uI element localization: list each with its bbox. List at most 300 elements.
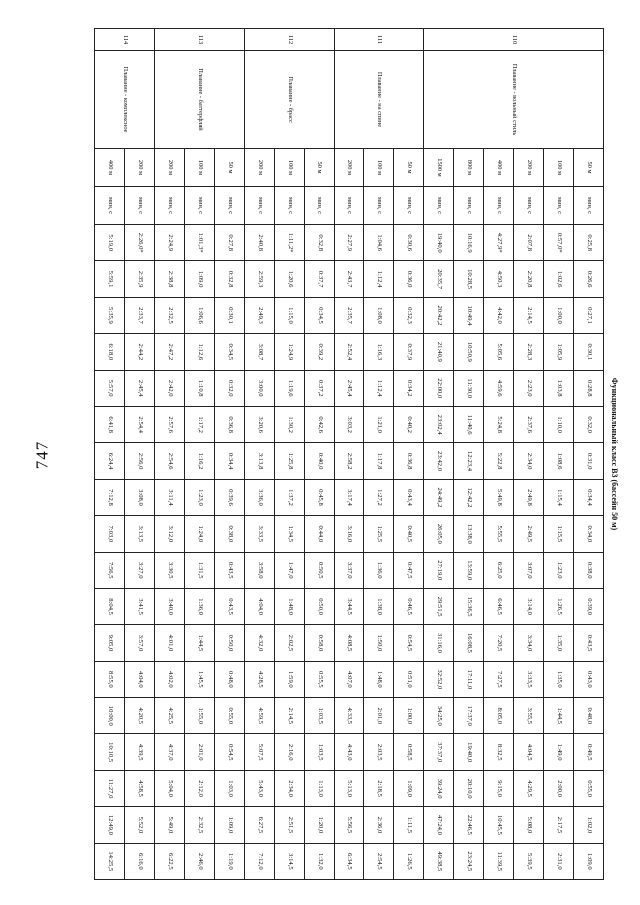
time-cell: 9:15,0	[484, 770, 514, 806]
unit-cell: мин, с	[484, 187, 514, 225]
unit-cell: мин, с	[244, 187, 274, 225]
distance-cell: 50 м	[304, 149, 334, 187]
time-cell: 2:45,4	[334, 370, 364, 406]
unit-cell: мин, с	[364, 187, 394, 225]
time-cell: 5:35,9	[95, 297, 125, 333]
time-cell: 2:32,5	[184, 807, 214, 843]
time-cell: 6:16,0	[125, 843, 155, 879]
time-cell: 5:57,0	[95, 370, 125, 406]
unit-cell: мин, с	[334, 187, 364, 225]
table-row	[304, 29, 334, 880]
distance-cell: 200 м	[154, 149, 184, 187]
time-cell: 1:16,3	[364, 334, 394, 370]
time-cell: 3:30,5	[154, 552, 184, 588]
time-cell: 0:36,8	[214, 406, 244, 442]
time-cell: 2:35,9	[125, 261, 155, 297]
time-cell: 0:48,0	[214, 661, 244, 697]
time-cell: 15:36,5	[454, 588, 484, 624]
time-cell: 0:51,0	[394, 661, 424, 697]
time-cell: 1:25,5	[364, 516, 394, 552]
time-cell: 3:36,0	[244, 479, 274, 515]
time-cell: 3:00,0	[244, 370, 274, 406]
time-cell: 1:20,6	[274, 261, 304, 297]
time-cell: 1:00,0	[544, 297, 574, 333]
time-cell: 5:56,5	[334, 807, 364, 843]
time-cell: 14:25,5	[95, 843, 125, 879]
time-cell: 0:39,6	[214, 479, 244, 515]
distance-cell: 50 м	[394, 149, 424, 187]
time-cell: 0:40,5	[394, 516, 424, 552]
distance-cell: 200 м	[334, 149, 364, 187]
time-cell: 2:12,0	[184, 770, 214, 806]
time-cell: 12:49,0	[95, 807, 125, 843]
time-cell: 1:15,0	[274, 297, 304, 333]
time-cell: 2:49,5	[514, 516, 544, 552]
time-cell: 13:38,0	[454, 516, 484, 552]
time-cell: 0:43,4	[394, 479, 424, 515]
time-cell: 4:04,0	[125, 661, 155, 697]
time-cell: 8:55,0	[95, 661, 125, 697]
unit-cell: мин, с	[154, 187, 184, 225]
time-cell: 1:02,6	[544, 261, 574, 297]
time-cell: 3:58,0	[244, 552, 274, 588]
time-cell: 10:50,9	[454, 334, 484, 370]
distance-cell: 200 м	[125, 149, 155, 187]
time-cell: 2:34,0	[274, 770, 304, 806]
time-cell: 3:55,5	[514, 698, 544, 734]
time-cell: 3:08,0	[125, 479, 155, 515]
time-cell: 39:24,0	[424, 770, 454, 806]
time-cell: 1:36,0	[184, 588, 214, 624]
time-cell: 2:31,0	[544, 843, 574, 879]
time-cell: 16:08,5	[454, 625, 484, 661]
time-cell: 10:49,4	[454, 297, 484, 333]
time-cell: 1:17,2	[184, 406, 214, 442]
time-cell: 1:17,8	[364, 443, 394, 479]
time-cell: 0:43,5	[214, 588, 244, 624]
time-cell: 2:56,0	[125, 443, 155, 479]
time-cell: 3:14,0	[514, 588, 544, 624]
time-cell: 0:45,8	[304, 479, 334, 515]
time-cell: 3:13,5	[125, 516, 155, 552]
time-cell: 2:52,4	[334, 334, 364, 370]
distance-cell: 100 м	[364, 149, 394, 187]
time-cell: 12:23,4	[454, 443, 484, 479]
time-cell: 5:08,0	[514, 807, 544, 843]
unit-cell: мин, с	[424, 187, 454, 225]
time-cell: 5:22,8	[484, 443, 514, 479]
time-cell: 0:28,8	[574, 370, 604, 406]
time-cell: 3:33,5	[244, 516, 274, 552]
time-cell: 1:09,0	[574, 843, 604, 879]
time-cell: 0:47,5	[394, 552, 424, 588]
time-cell: 1:09,0	[394, 770, 424, 806]
time-cell: 3:16,0	[334, 516, 364, 552]
time-cell: 1:24,0	[184, 516, 214, 552]
time-cell: 29:51,5	[424, 588, 454, 624]
time-cell: 4:29,5	[514, 770, 544, 806]
time-cell: 2:47,2	[154, 334, 184, 370]
time-cell: 6:25,0	[484, 552, 514, 588]
time-cell: 0:43,0	[574, 661, 604, 697]
time-cell: 0:44,0	[304, 516, 334, 552]
time-cell: 21:40,9	[424, 334, 454, 370]
time-cell: 6:34,5	[334, 843, 364, 879]
time-cell: 2:44,2	[125, 334, 155, 370]
time-cell: 1:26,5	[394, 843, 424, 879]
time-cell: 1:05,9	[544, 334, 574, 370]
time-cell: 3:20,6	[244, 406, 274, 442]
time-cell: 1:13,0	[304, 770, 334, 806]
time-cell: 2:51,5	[274, 807, 304, 843]
time-cell: 2:58,2	[334, 443, 364, 479]
unit-cell: мин, с	[95, 187, 125, 225]
time-cell: 0:43,5	[214, 552, 244, 588]
time-cell: 0:34,5	[214, 334, 244, 370]
time-cell: 1:03,0	[214, 770, 244, 806]
time-cell: 4:59,6	[484, 370, 514, 406]
time-cell: 11:27,0	[95, 770, 125, 806]
time-cell: 1:19,6	[274, 370, 304, 406]
time-cell: 2:03,5	[364, 734, 394, 770]
time-cell: 5:39,5	[514, 843, 544, 879]
time-cell: 34:25,0	[424, 698, 454, 734]
time-cell: 0:39,0	[574, 588, 604, 624]
time-cell: 4:04,0	[244, 588, 274, 624]
time-cell: 2:01,0	[184, 734, 214, 770]
time-cell: 1:19,0	[214, 843, 244, 879]
time-cell: 11:39,5	[484, 843, 514, 879]
time-cell: 0:32,3	[394, 297, 424, 333]
time-cell: 0:39,2	[304, 334, 334, 370]
table-title: Функциональный класс В3 (бассейн 50 м)	[610, 377, 619, 531]
time-cell: 1:00,0	[394, 698, 424, 734]
table-row	[125, 29, 155, 880]
time-cell: 1:03,5	[304, 698, 334, 734]
time-cell: 19:40,0	[454, 734, 484, 770]
time-cell: 20:42,2	[424, 297, 454, 333]
time-cell: 1:01,3*	[184, 225, 214, 261]
time-cell: 0:26,6	[574, 261, 604, 297]
time-cell: 0:34,4	[214, 443, 244, 479]
time-cell: 0:54,5	[214, 734, 244, 770]
time-cell: 2:43,7	[334, 261, 364, 297]
time-cell: 7:03,0	[95, 516, 125, 552]
time-cell: 1:23,0	[544, 552, 574, 588]
time-cell: 1:44,5	[184, 625, 214, 661]
time-cell: 5:55,5	[484, 516, 514, 552]
time-cell: 3:37,0	[334, 552, 364, 588]
time-cell: 1:12,6	[184, 334, 214, 370]
distance-cell: 200 м	[244, 149, 274, 187]
time-cell: 1:47,0	[274, 552, 304, 588]
time-cell: 4:20,5	[125, 698, 155, 734]
time-cell: 2:20,8	[514, 261, 544, 297]
unit-cell: мин, с	[184, 187, 214, 225]
time-cell: 23:02,4	[424, 406, 454, 442]
time-cell: 1:15,4	[544, 479, 574, 515]
time-cell: 3:44,5	[334, 588, 364, 624]
section-number: 110	[424, 29, 604, 51]
time-cell: 1:10,0	[544, 406, 574, 442]
table-row	[424, 29, 454, 880]
time-cell: 2:01,0	[364, 698, 394, 734]
time-cell: 1:36,0	[364, 552, 394, 588]
time-cell: 4:08,5	[334, 625, 364, 661]
distance-cell: 100 м	[274, 149, 304, 187]
time-cell: 1:10,8	[184, 370, 214, 406]
time-cell: 1:44,5	[544, 698, 574, 734]
time-cell: 0:34,0	[574, 516, 604, 552]
time-cell: 1:20,0	[304, 807, 334, 843]
time-cell: 5:05,6	[484, 334, 514, 370]
table-row	[484, 29, 514, 880]
time-cell: 6:46,5	[484, 588, 514, 624]
time-cell: 7:56,5	[95, 552, 125, 588]
time-cell: 2:49,3	[244, 297, 274, 333]
time-cell: 2:57,6	[154, 406, 184, 442]
time-cell: 6:24,4	[95, 443, 125, 479]
time-cell: 5:52,0	[125, 807, 155, 843]
time-cell: 19:40,0	[424, 225, 454, 261]
time-cell: 0:37,2	[304, 370, 334, 406]
time-cell: 10:45,5	[484, 807, 514, 843]
time-cell: 0:30,6	[394, 225, 424, 261]
distance-cell: 200 м	[514, 149, 544, 187]
time-cell: 8:05,0	[484, 698, 514, 734]
time-cell: 12:42,2	[454, 479, 484, 515]
time-cell: 0:57,0*	[544, 225, 574, 261]
time-cell: 2:32,5	[154, 297, 184, 333]
time-cell: 0:43,5	[574, 625, 604, 661]
time-cell: 17:37,0	[454, 698, 484, 734]
time-cell: 23:24,5	[454, 843, 484, 879]
time-cell: 0:55,5	[304, 661, 334, 697]
time-cell: 3:12,0	[154, 516, 184, 552]
time-cell: 47:24,0	[424, 807, 454, 843]
table-row	[184, 29, 214, 880]
section-number: 112	[244, 29, 334, 51]
time-cell: 1:26,5	[544, 588, 574, 624]
time-cell: 1:48,0	[274, 588, 304, 624]
time-cell: 4:33,5	[334, 698, 364, 734]
time-cell: 6:18,0	[95, 334, 125, 370]
time-cell: 5:19,0	[95, 225, 125, 261]
time-cell: 10:16,9	[454, 225, 484, 261]
time-cell: 4:25,5	[154, 698, 184, 734]
time-cell: 3:13,8	[244, 443, 274, 479]
time-cell: 4:50,3	[484, 261, 514, 297]
time-cell: 2:37,6	[514, 406, 544, 442]
time-cell: 6:22,5	[154, 843, 184, 879]
time-cell: 5:49,0	[154, 807, 184, 843]
time-cell: 3:41,5	[125, 588, 155, 624]
time-cell: 9:05,0	[95, 625, 125, 661]
time-cell: 0:25,8	[574, 225, 604, 261]
time-cell: 1:02,0	[574, 807, 604, 843]
time-cell: 10:28,5	[454, 261, 484, 297]
time-cell: 0:34,2	[394, 370, 424, 406]
time-cell: 1:37,2	[274, 479, 304, 515]
time-cell: 1:25,8	[274, 443, 304, 479]
time-cell: 0:58,5	[394, 734, 424, 770]
time-cell: 2:46,0	[184, 843, 214, 879]
time-cell: 4:59,5	[244, 698, 274, 734]
time-cell: 0:27,1	[574, 297, 604, 333]
time-cell: 4:43,0	[334, 734, 364, 770]
time-cell: 5:49,8	[484, 479, 514, 515]
time-cell: 0:32,0	[574, 406, 604, 442]
time-cell: 1:31,5	[184, 552, 214, 588]
time-cell: 3:11,4	[154, 479, 184, 515]
time-cell: 1:15,5	[544, 516, 574, 552]
distance-cell: 100 м	[544, 149, 574, 187]
time-cell: 0:49,5	[574, 734, 604, 770]
time-cell: 0:58,0	[304, 625, 334, 661]
distance-cell: 50 м	[214, 149, 244, 187]
time-cell: 4:07,0	[334, 661, 364, 697]
time-cell: 8:04,5	[95, 588, 125, 624]
table-row	[154, 29, 184, 880]
time-cell: 1:11,2*	[274, 225, 304, 261]
time-cell: 1:04,6	[364, 225, 394, 261]
table-row	[274, 29, 304, 880]
time-cell: 2:17,5	[544, 807, 574, 843]
time-cell: 1:08,0	[364, 297, 394, 333]
time-cell: 5:13,0	[334, 770, 364, 806]
time-cell: 1:03,5	[304, 734, 334, 770]
standards-table	[94, 28, 604, 880]
time-cell: 2:24,9	[154, 225, 184, 261]
time-cell: 5:43,0	[244, 770, 274, 806]
time-cell: 24:49,2	[424, 479, 454, 515]
time-cell: 10:10,5	[95, 734, 125, 770]
time-cell: 4:37,0	[154, 734, 184, 770]
section-number: 114	[95, 29, 155, 51]
time-cell: 2:23,0	[514, 370, 544, 406]
unit-cell: мин, с	[214, 187, 244, 225]
distance-cell: 100 м	[184, 149, 214, 187]
time-cell: 49:38,5	[424, 843, 454, 879]
time-cell: 13:59,0	[454, 552, 484, 588]
time-cell: 0:37,9	[394, 334, 424, 370]
time-cell: 1:12,4	[364, 370, 394, 406]
time-cell: 1:24,9	[274, 334, 304, 370]
time-cell: 4:58,5	[125, 770, 155, 806]
time-cell: 1:32,0	[304, 843, 334, 879]
time-cell: 1:48,0	[364, 661, 394, 697]
time-cell: 1:30,2	[274, 406, 304, 442]
time-cell: 0:30,1	[214, 297, 244, 333]
time-cell: 2:26,0*	[125, 225, 155, 261]
table-row	[514, 29, 544, 880]
unit-cell: мин, с	[574, 187, 604, 225]
time-cell: 1:08,6	[544, 443, 574, 479]
time-cell: 1:35,0	[544, 661, 574, 697]
time-cell: 0:32,0	[214, 370, 244, 406]
distance-cell: 800 м	[454, 149, 484, 187]
unit-cell: мин, с	[394, 187, 424, 225]
unit-cell: мин, с	[274, 187, 304, 225]
table-row	[214, 29, 244, 880]
time-cell: 0:32,8	[214, 261, 244, 297]
time-cell: 7:27,5	[484, 661, 514, 697]
table-row	[394, 29, 424, 880]
time-cell: 20:35,7	[424, 261, 454, 297]
time-cell: 4:32,0	[244, 625, 274, 661]
time-cell: 20:10,0	[454, 770, 484, 806]
table-row	[334, 29, 364, 880]
time-cell: 1:55,0	[184, 698, 214, 734]
time-cell: 23:42,0	[424, 443, 454, 479]
time-cell: 1:11,5	[394, 807, 424, 843]
time-cell: 1:21,0	[364, 406, 394, 442]
time-cell: 0:50,0	[214, 625, 244, 661]
time-cell: 2:27,9	[334, 225, 364, 261]
time-cell: 3:33,5	[514, 661, 544, 697]
time-cell: 0:34,4	[574, 479, 604, 515]
time-cell: 0:36,0	[394, 261, 424, 297]
time-cell: 4:42,0	[484, 297, 514, 333]
time-cell: 37:37,0	[424, 734, 454, 770]
time-cell: 3:08,7	[244, 334, 274, 370]
unit-cell: мин, с	[514, 187, 544, 225]
time-cell: 3:27,0	[125, 552, 155, 588]
time-cell: 2:14,5	[274, 698, 304, 734]
time-cell: 2:28,3	[514, 334, 544, 370]
table-row	[364, 29, 394, 880]
time-cell: 4:27,9*	[484, 225, 514, 261]
time-cell: 2:40,8	[244, 225, 274, 261]
rotated-page	[101, 28, 619, 880]
section-number: 111	[334, 29, 424, 51]
time-cell: 2:54,5	[364, 843, 394, 879]
time-cell: 7:20,5	[484, 625, 514, 661]
time-cell: 1:12,4	[364, 261, 394, 297]
time-cell: 0:42,6	[304, 406, 334, 442]
distance-cell: 400 м	[484, 149, 514, 187]
time-cell: 0:30,1	[574, 334, 604, 370]
table-row	[244, 29, 274, 880]
time-cell: 0:46,5	[394, 588, 424, 624]
time-cell: 5:04,0	[154, 770, 184, 806]
time-cell: 1:34,5	[274, 516, 304, 552]
time-cell: 1:09,0	[214, 807, 244, 843]
time-cell: 0:34,5	[304, 297, 334, 333]
time-cell: 0:27,8	[214, 225, 244, 261]
time-cell: 0:31,0	[574, 443, 604, 479]
section-name: Плавание - комплексное	[95, 51, 155, 149]
page-number: 747	[32, 440, 52, 470]
distance-cell: 400 м	[95, 149, 125, 187]
time-cell: 3:17,4	[334, 479, 364, 515]
time-cell: 0:36,8	[394, 443, 424, 479]
section-name: Плавание - баттерфляй	[154, 51, 244, 149]
time-cell: 1:59,0	[274, 661, 304, 697]
time-cell: 0:40,2	[394, 406, 424, 442]
time-cell: 4:28,5	[244, 661, 274, 697]
time-cell: 0:32,8	[304, 225, 334, 261]
time-cell: 4:02,0	[154, 661, 184, 697]
time-cell: 2:42,0	[154, 370, 184, 406]
time-cell: 2:54,6	[154, 443, 184, 479]
time-cell: 0:40,0	[304, 443, 334, 479]
time-cell: 11:40,6	[454, 406, 484, 442]
time-cell: 2:59,3	[244, 261, 274, 297]
time-cell: 17:11,0	[454, 661, 484, 697]
time-cell: 2:16,0	[274, 734, 304, 770]
table-row	[454, 29, 484, 880]
